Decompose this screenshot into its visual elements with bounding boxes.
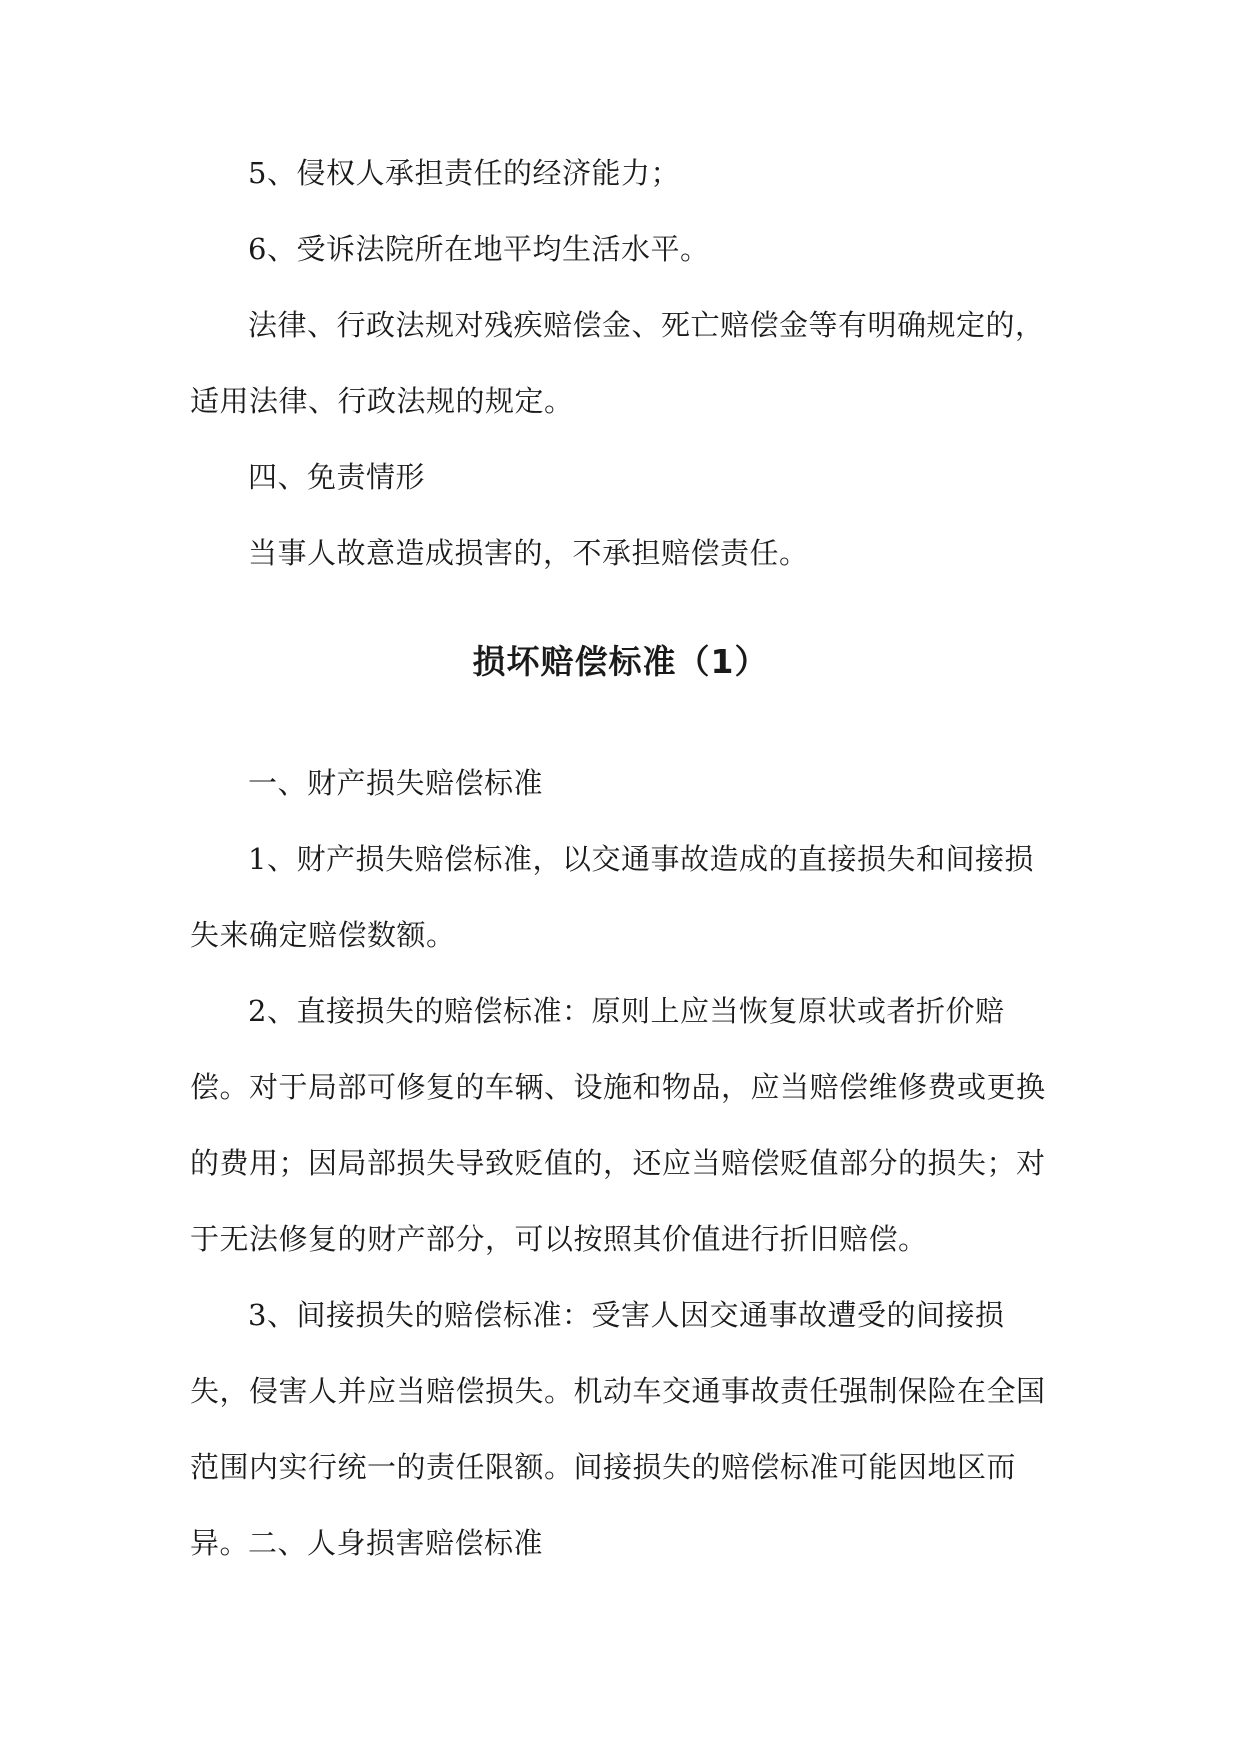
paragraph-property-item-3: 3、间接损失的赔偿标准：受害人因交通事故遭受的间接损失，侵害人并应当赔偿损失。机动车交通事故责任强制保险在全国范围内实行统一的责任限额。间接损失的赔偿标准可能因地区而异。 (190, 1298, 1046, 1560)
paragraph-property-item-2: 2、直接损失的赔偿标准：原则上应当恢复原状或者折价赔偿。对于局部可修复的车辆、设施和物品，应当赔偿维修费或更换的费用；因局部损失导致贬值的，还应当赔偿贬值部分的损失；对于无法修复的财产部分，可以按照其价值进行折旧赔偿。 (190, 994, 1046, 1256)
heading-property-loss: 一、财产损失赔偿标准 (248, 766, 544, 800)
paragraph-item-5: 5、侵权人承担责任的经济能力； (248, 156, 680, 190)
paragraph-property-item-1: 1、财产损失赔偿标准，以交通事故造成的直接损失和间接损失来确定赔偿数额。 (190, 842, 1034, 952)
section-title: 损坏赔偿标准（1） (472, 642, 769, 681)
paragraph-law-provision: 法律、行政法规对残疾赔偿金、死亡赔偿金等有明确规定的，适用法律、行政法规的规定。 (190, 308, 1045, 418)
heading-personal-injury: 二、人身损害赔偿标准 (248, 1526, 544, 1560)
paragraph-exemption: 当事人故意造成损害的，不承担赔偿责任。 (248, 536, 809, 570)
paragraph-item-6: 6、受诉法院所在地平均生活水平。 (248, 232, 710, 266)
heading-exemption: 四、免责情形 (248, 460, 426, 494)
